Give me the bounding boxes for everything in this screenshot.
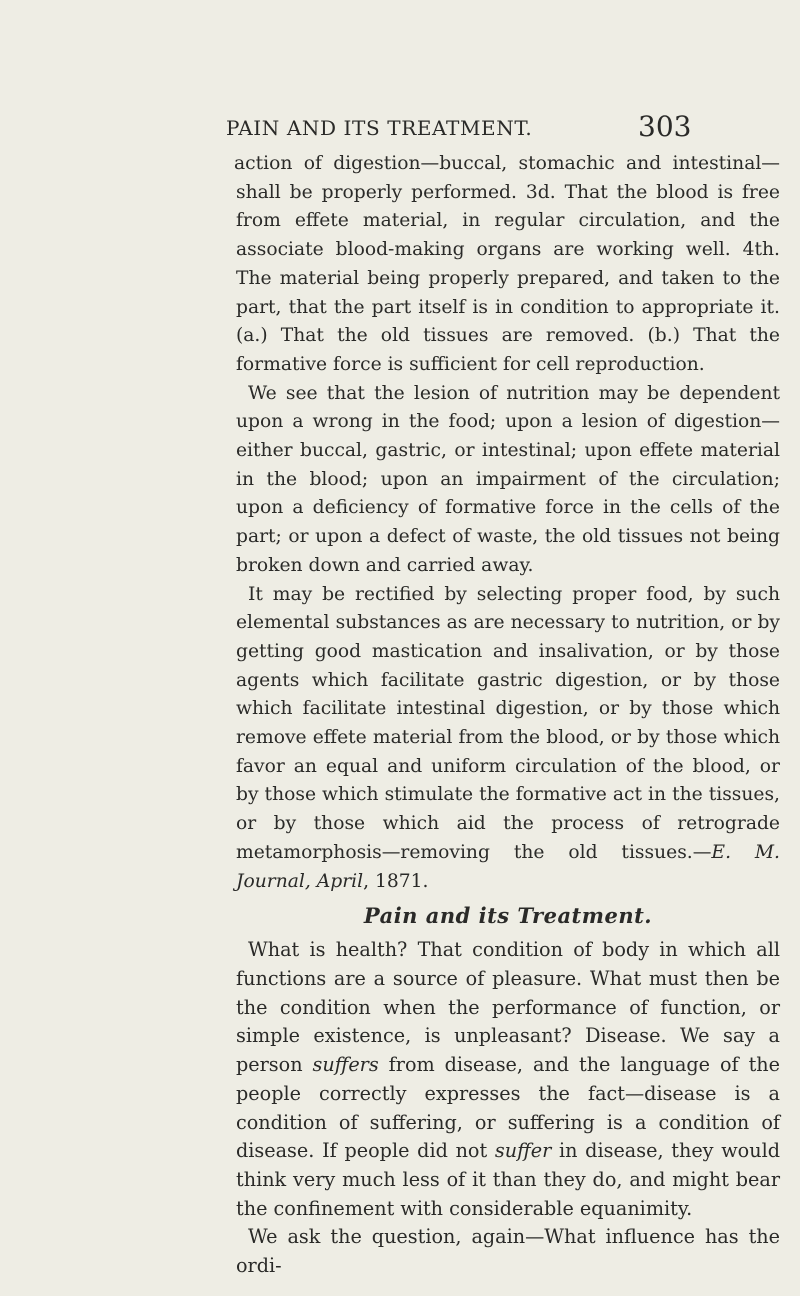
- section-paragraph-1-part3: in disease, they would think very much less of it than they do, and might bear the confinement with considerable equanimity.: [236, 1139, 780, 1220]
- section-paragraph-2: We ask the question, again—What influence has the ordi-: [236, 1225, 780, 1278]
- paragraph-3: [236, 581, 780, 897]
- section-paragraph-1: [236, 936, 780, 1223]
- paragraph-1: action of digestion—buccal, stomachic and intestinal—shall be properly performed. 3d. That the blood is free from effete material, in regular circulation, and the associate blood-making organs are working well. 4th. The material being properly prepared, and taken to the part, that the part itself is in condition to appropriate it. (a.) That the old tissues are removed. (b.) That the formative force is sufficient for cell reproduction.: [234, 153, 780, 375]
- citation-source: E. M. Journal, April: [236, 841, 780, 892]
- section-paragraph-1-part1: What is health? That condition of body in which all functions are a source of pleasure. What must then be the condition when the performance of function, or simple existence, is unpleasant? Disease. We say a person: [236, 938, 780, 1077]
- page-number: 303: [638, 110, 692, 143]
- paragraph-2: We see that the lesion of nutrition may be dependent upon a wrong in the food; upon a lesion of digestion—either buccal, gastric, or intestinal; upon effete material in the blood; upon an impairment of the circulation; upon a deficiency of formative force in the cells of the part; or upon a defect of waste, the old tissues not being broken down and carried away.: [236, 382, 780, 576]
- section-heading: Pain and its Treatment.: [363, 903, 653, 929]
- emphasis-suffers: suffers: [312, 1053, 379, 1077]
- running-head: PAIN AND ITS TREATMENT.: [226, 116, 533, 140]
- page-header: [0, 110, 800, 150]
- body-text: [236, 150, 780, 1281]
- section-paragraph-1-part2: from disease, and the language of the people correctly expresses the fact—disease is a condition of suffering, or suffering is a condition of disease. If people did not: [236, 1053, 780, 1163]
- citation-year: , 1871.: [363, 870, 429, 892]
- emphasis-suffer: suffer: [494, 1139, 552, 1163]
- paragraph-3-text: It may be rectified by selecting proper food, by such elemental substances as are necessary to nutrition, or by getting good mastication and insalivation, or by those agents which facilitate gastric digestion, or by those which facilitate intestinal digestion, or by those which remove effete material from the blood, or by those which favor an equal and uniform circulation of the blood, or by those which stimulate the formative act in the tissues, or by those which aid the process of retrograde metamorphosis—removing the old tissues.—: [236, 583, 780, 863]
